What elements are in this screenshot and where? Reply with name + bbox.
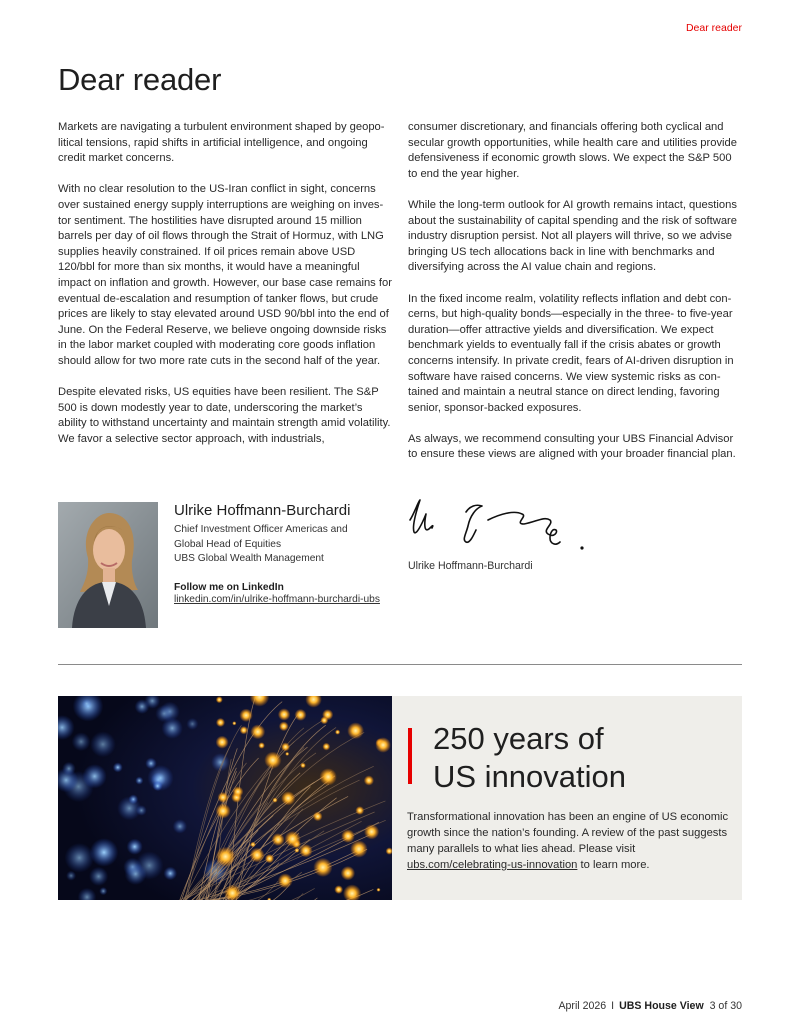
author-card	[58, 502, 398, 630]
banner-title-line: US innovation	[433, 759, 627, 794]
page-title: Dear reader	[58, 62, 222, 97]
paragraph: consumer discretionary, and financials offering both cyclical and secular growth opportunities, while health care and utilities provide defensiveness if economic growth slows. We expect the S&P 500 to end the year higher.	[408, 121, 737, 180]
author-name: Ulrike Hoffmann-Burchardi	[174, 502, 351, 519]
author-role-line: UBS Global Wealth Management	[174, 553, 324, 565]
signature-image	[404, 494, 604, 560]
page-footer	[558, 1000, 742, 1012]
innovation-link[interactable]: ubs.com/celebrating-us-innovation	[407, 859, 578, 871]
paragraph: In the fixed income realm, volatility reflects inflation and debt concerns, but high-quality bonds—especially in the three- to five-year duration—offer attractive yields and diversification. We expect benchmark yields to eventually fall if the crisis abates or growth concerns intensify. In private credit, fears of AI-driven disruption in software have raised concerns. We view systemic risks as contained and maintain a neutral stance on direct lending, favoring senior, sponsor-backed exposures.	[408, 292, 734, 414]
banner-title-line: 250 years of	[433, 721, 604, 756]
section-label: Dear reader	[685, 22, 742, 34]
banner-body-end: to learn more.	[577, 859, 650, 871]
footer-page: 3 of 30	[709, 1000, 742, 1012]
banner-title	[433, 720, 626, 796]
signature-name: Ulrike Hoffmann-Burchardi	[408, 560, 533, 572]
left-column	[58, 120, 392, 463]
paragraph: While the long-term outlook for AI growth remains intact, questions about the sustainability of capital spending and the risk of software industry disruption persist. Not all players will thrive, so we advise bringing US tech allocations back in line with benchmarks and diversifying across the AI value chain and regions.	[408, 198, 737, 274]
linkedin-link[interactable]: linkedin.com/in/ulrike-hoffmann-burchardi-ubs	[174, 593, 380, 605]
banner-body: Transformational innovation has been an engine of US economic growth since the nation’s founding. A review of the past suggests many parallels to what lies ahead. Please visit	[407, 811, 729, 855]
author-role-line: Chief Investment Officer Americas and	[174, 524, 348, 535]
follow-label: Follow me on LinkedIn	[174, 581, 284, 593]
footer-publication: UBS House View	[619, 1000, 704, 1012]
author-portrait	[58, 502, 158, 628]
paragraph: With no clear resolution to the US-Iran conflict in sight, concerns over sustained energy supply interruptions are weighing on investor sentiment. The hostilities have disrupted around 15 million barrels per day of oil flows through the Strait of Hormuz, with LNG supplies heavily constrained. If oil prices remain above USD 120/bbl for more than six months, it would have a meaningful impact on inflation and growth. However, our base case remains for eventual de-escalation and resumption of tanker flows, but crude prices are likely to stay elevated around USD 90/bbl into the end of June. On the Federal Reserve, we believe ongoing downside risks in the labor market coupled with moderating core goods inflation should allow for two more rate cuts in the second half of the year.	[58, 183, 392, 367]
author-info	[174, 502, 380, 605]
paragraph: Markets are navigating a turbulent environment shaped by geopolitical tensions, rapid shifts in artificial intelligence, and ongoing credit market concerns.	[58, 121, 385, 165]
footer-separator: I	[611, 1000, 615, 1012]
paragraph: As always, we recommend consulting your UBS Financial Advisor to ensure these views are aligned with your broader financial plan.	[408, 432, 736, 461]
author-role-line: Global Head of Equities	[174, 538, 282, 550]
banner-text	[407, 809, 732, 873]
divider	[58, 664, 742, 665]
promo-banner	[58, 696, 742, 900]
fiber-optics-image	[58, 696, 392, 900]
accent-bar	[408, 728, 412, 784]
footer-date: April 2026	[558, 1000, 607, 1012]
paragraph: Despite elevated risks, US equities have been resilient. The S&P 500 is down modestly year to date, underscoring the market’s ability to withstand uncertainty and maintain strength amid volatility. We favor a selective sector approach, with industrials,	[58, 386, 391, 445]
right-column	[408, 120, 742, 479]
